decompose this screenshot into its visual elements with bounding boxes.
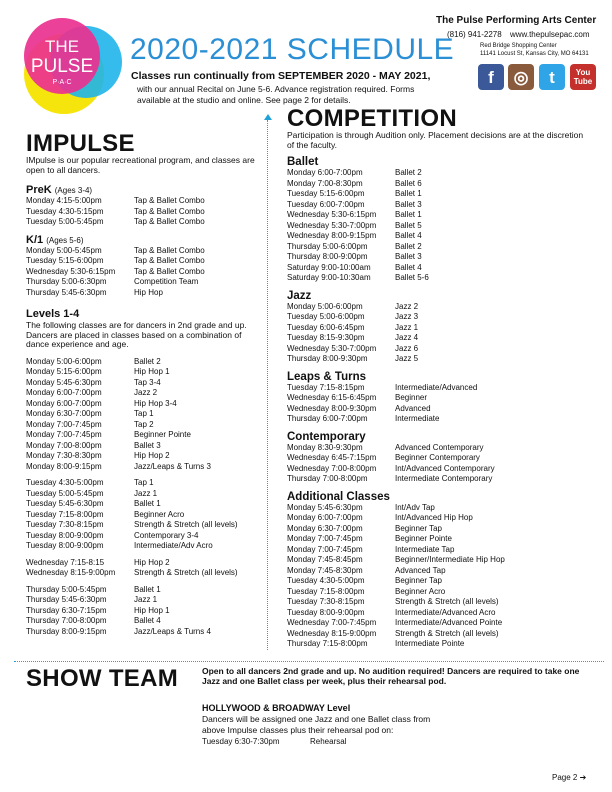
schedule-row bbox=[287, 555, 597, 566]
schedule-row bbox=[26, 378, 266, 389]
class-name: Jazz 6 bbox=[395, 343, 419, 353]
schedule-row bbox=[287, 534, 597, 545]
schedule-row bbox=[287, 453, 597, 464]
schedule-row bbox=[26, 430, 266, 441]
class-name: Beginner/Intermediate Hip Hop bbox=[395, 555, 505, 564]
class-time: Thursday 5:00-6:00pm bbox=[287, 241, 368, 251]
competition-section-list bbox=[287, 168, 597, 284]
class-time: Tuesday 6:00-7:00pm bbox=[287, 199, 365, 209]
class-time: Wednesday 8:15-9:00pm bbox=[287, 628, 377, 638]
class-time: Tuesday 5:00-6:00pm bbox=[287, 312, 365, 321]
class-time: Tuesday 4:30-5:00pm bbox=[287, 576, 365, 585]
class-name: Strength & Stretch (all levels) bbox=[395, 628, 499, 638]
class-time: Monday 4:15-5:00pm bbox=[26, 196, 102, 205]
column-divider bbox=[267, 120, 268, 650]
schedule-row bbox=[287, 383, 597, 394]
schedule-row bbox=[26, 441, 266, 452]
class-time: Thursday 7:15-8:00pm bbox=[287, 639, 368, 648]
schedule-row bbox=[287, 443, 597, 454]
class-time: Tuesday 8:00-9:00pm bbox=[287, 607, 365, 617]
class-name: Beginner Acro bbox=[395, 586, 446, 596]
schedule-row bbox=[26, 246, 266, 257]
schedule-row bbox=[287, 263, 597, 274]
competition-section-heading: Contemporary bbox=[287, 430, 366, 443]
class-name: Ballet 2 bbox=[395, 168, 422, 177]
logo-pac: P·A·C bbox=[52, 79, 72, 86]
class-time: Monday 7:00-8:00pm bbox=[26, 440, 102, 450]
class-time: Monday 6:00-7:00pm bbox=[26, 388, 102, 397]
class-name: Intermediate Contemporary bbox=[395, 474, 493, 483]
facebook-icon[interactable]: f bbox=[478, 64, 504, 90]
class-time: Monday 7:00-7:45pm bbox=[26, 419, 102, 429]
class-name: Ballet 1 bbox=[395, 189, 422, 198]
k1-heading bbox=[26, 234, 266, 246]
schedule-row bbox=[26, 399, 266, 410]
class-time: Monday 6:30-7:00pm bbox=[26, 409, 102, 418]
class-time: Wednesday 5:30-6:15pm bbox=[287, 210, 377, 219]
class-time: Wednesday 7:15-8:15 bbox=[26, 557, 105, 567]
prek-ages: (Ages 3-4) bbox=[54, 186, 93, 195]
class-time: Wednesday 5:30-7:00pm bbox=[287, 343, 377, 353]
class-time: Wednesday 8:00-9:15pm bbox=[287, 231, 377, 240]
class-time: Tuesday 8:00-9:00pm bbox=[26, 541, 104, 550]
class-time: Tuesday 5:00-5:45pm bbox=[26, 488, 104, 498]
schedule-row bbox=[287, 503, 597, 514]
schedule-row bbox=[26, 217, 266, 228]
class-name: Hip Hop 3-4 bbox=[134, 398, 177, 408]
class-time: Monday 7:45-8:30pm bbox=[287, 565, 363, 575]
class-name: Contemporary 3-4 bbox=[134, 530, 199, 540]
logo-the: THE bbox=[45, 37, 79, 56]
schedule-row bbox=[287, 639, 597, 650]
class-time: Tuesday 8:15-9:30pm bbox=[287, 333, 365, 342]
class-name: Int/Advanced Contemporary bbox=[395, 463, 495, 473]
instagram-icon[interactable]: ◎ bbox=[508, 64, 534, 90]
class-name: Beginner Tap bbox=[395, 523, 442, 533]
schedule-row bbox=[26, 196, 266, 207]
class-name: Ballet 6 bbox=[395, 178, 422, 188]
k1-list bbox=[26, 246, 266, 299]
class-time: Monday 5:00-5:45pm bbox=[26, 245, 102, 255]
class-time: Monday 5:15-6:00pm bbox=[26, 367, 102, 376]
class-name: Jazz 1 bbox=[395, 322, 419, 332]
class-name: Jazz 2 bbox=[395, 301, 419, 311]
levels-list bbox=[26, 357, 266, 638]
class-time: Thursday 5:00-5:45pm bbox=[26, 584, 107, 594]
class-time: Wednesday 5:30-7:00pm bbox=[287, 220, 377, 230]
class-time: Thursday 8:00-9:30pm bbox=[287, 354, 368, 363]
class-time: Wednesday 5:30-6:15pm bbox=[26, 266, 116, 276]
competition-section-list bbox=[287, 383, 597, 425]
class-time: Wednesday 6:45-7:15pm bbox=[287, 453, 377, 462]
class-time: Tuesday 5:45-6:30pm bbox=[26, 499, 104, 508]
schedule-row bbox=[26, 499, 266, 510]
competition-section-list bbox=[287, 443, 597, 485]
schedule-row bbox=[26, 595, 266, 606]
schedule-row bbox=[287, 608, 597, 619]
levels-heading: Levels 1-4 bbox=[26, 308, 80, 320]
schedule-row bbox=[287, 168, 597, 179]
class-time: Tuesday 6:00-6:45pm bbox=[287, 322, 365, 332]
class-name: Jazz/Leaps & Turns 3 bbox=[134, 461, 211, 471]
class-time: Thursday 6:00-7:00pm bbox=[287, 414, 368, 423]
section-divider bbox=[14, 661, 604, 662]
levels-intro: The following classes are for dancers in 2nd grade and up. Dancers are placed in classes based on a combination of dance experience and age. bbox=[26, 320, 247, 349]
hollywood-broadway-text: Dancers will be assigned one Jazz and one Ballet class from above Impulse classes plus their rehearsal pod on: bbox=[202, 714, 431, 735]
schedule-row bbox=[26, 478, 266, 489]
divider-arrow-icon bbox=[264, 114, 272, 120]
class-name: Intermediate/Advanced bbox=[395, 382, 478, 392]
class-time: Monday 7:00-7:45pm bbox=[287, 544, 363, 554]
schedule-row bbox=[287, 618, 597, 629]
class-time: Monday 7:00-8:30pm bbox=[287, 178, 363, 188]
schedule-row bbox=[287, 566, 597, 577]
class-name: Ballet 3 bbox=[395, 252, 422, 261]
competition-schedule bbox=[287, 156, 597, 650]
schedule-row bbox=[26, 510, 266, 521]
schedule-row bbox=[287, 524, 597, 535]
pulse-logo bbox=[16, 10, 128, 122]
address-line-1: Red Bridge Shopping Center bbox=[480, 43, 557, 49]
schedule-row bbox=[26, 585, 266, 596]
class-time: Monday 5:00-6:00pm bbox=[287, 301, 363, 311]
address-line-2: 11141 Locust St, Kansas City, MO 64131 bbox=[480, 50, 589, 57]
schedule-row bbox=[26, 267, 266, 278]
class-name: Ballet 1 bbox=[134, 584, 161, 594]
twitter-icon[interactable]: t bbox=[539, 64, 565, 90]
schedule-row bbox=[26, 606, 266, 617]
class-time: Saturday 9:00-10:00am bbox=[287, 262, 371, 272]
class-time: Monday 7:45-8:45pm bbox=[287, 555, 363, 564]
class-name: Jazz 3 bbox=[395, 312, 419, 321]
class-time: Thursday 8:00-9:15pm bbox=[26, 626, 107, 636]
schedule-row bbox=[26, 520, 266, 531]
class-name: Intermediate/Adv Acro bbox=[134, 541, 213, 550]
schedule-row bbox=[26, 489, 266, 500]
class-name: Hip Hop 1 bbox=[134, 367, 170, 376]
class-time: Monday 5:45-6:30pm bbox=[287, 502, 363, 512]
schedule-row bbox=[287, 179, 597, 190]
prek-heading bbox=[26, 184, 266, 196]
class-name: Intermediate/Advanced Pointe bbox=[395, 618, 503, 627]
prek-title: PreK bbox=[26, 184, 52, 196]
website-link[interactable]: www.thepulsepac.com bbox=[509, 30, 590, 39]
impulse-schedule bbox=[26, 184, 266, 637]
class-name: Intermediate Tap bbox=[395, 544, 455, 554]
class-name: Tap & Ballet Combo bbox=[134, 217, 205, 226]
schedule-row bbox=[26, 541, 266, 552]
class-name: Hip Hop 1 bbox=[134, 605, 170, 615]
schedule-row bbox=[26, 367, 266, 378]
class-name: Ballet 1 bbox=[134, 499, 161, 508]
class-time: Monday 8:30-9:30pm bbox=[287, 442, 363, 452]
competition-section-heading: Ballet bbox=[287, 156, 319, 168]
schedule-row bbox=[26, 256, 266, 267]
org-name: The Pulse Performing Arts Center bbox=[436, 15, 597, 26]
class-name: Jazz 5 bbox=[395, 354, 419, 363]
class-time: Tuesday 4:30-5:15pm bbox=[26, 206, 104, 216]
class-time: Wednesday 8:00-9:30pm bbox=[287, 403, 377, 413]
class-time: Thursday 8:00-9:00pm bbox=[287, 252, 368, 261]
class-name: Intermediate bbox=[395, 414, 440, 423]
class-name: Int/Adv Tap bbox=[395, 502, 435, 512]
schedule-row bbox=[287, 323, 597, 334]
class-name: Hip Hop bbox=[134, 287, 163, 297]
address bbox=[480, 43, 608, 58]
class-time: Tuesday 7:30-8:15pm bbox=[287, 597, 365, 606]
class-name: Ballet 5 bbox=[395, 220, 422, 230]
class-time: Monday 6:00-7:00pm bbox=[287, 513, 363, 522]
class-time: Tuesday 8:00-9:00pm bbox=[26, 530, 104, 540]
schedule-row bbox=[287, 189, 597, 200]
class-name: Tap & Ballet Combo bbox=[134, 256, 205, 265]
class-name: Jazz 1 bbox=[134, 488, 158, 498]
class-time: Thursday 7:00-8:00pm bbox=[26, 616, 107, 625]
schedule-row bbox=[287, 587, 597, 598]
class-time: Thursday 5:00-6:30pm bbox=[26, 277, 107, 286]
class-name: Tap 1 bbox=[134, 478, 154, 487]
competition-section-heading: Additional Classes bbox=[287, 490, 390, 503]
class-name: Ballet 4 bbox=[134, 616, 161, 625]
schedule-row bbox=[287, 414, 597, 425]
competition-title: COMPETITION bbox=[287, 105, 457, 132]
schedule-row bbox=[287, 545, 597, 556]
schedule-row bbox=[287, 221, 597, 232]
schedule-row bbox=[287, 273, 597, 284]
class-time: Monday 6:00-7:00pm bbox=[287, 168, 363, 177]
schedule-row bbox=[287, 354, 597, 365]
schedule-row bbox=[287, 333, 597, 344]
class-time: Wednesday 7:00-7:45pm bbox=[287, 618, 377, 627]
schedule-row bbox=[287, 393, 597, 404]
schedule-row bbox=[287, 231, 597, 242]
impulse-title: IMPULSE bbox=[26, 130, 135, 157]
schedule-row bbox=[287, 252, 597, 263]
schedule-row bbox=[287, 576, 597, 587]
prek-list bbox=[26, 196, 266, 228]
schedule-row bbox=[26, 531, 266, 542]
class-time: Wednesday 7:00-8:00pm bbox=[287, 463, 377, 473]
schedule-row bbox=[26, 616, 266, 627]
class-name: Beginner bbox=[395, 393, 428, 402]
class-name: Competition Team bbox=[134, 277, 199, 286]
class-time: Thursday 5:45-6:30pm bbox=[26, 595, 107, 604]
class-time: Monday 8:00-9:15pm bbox=[26, 461, 102, 471]
class-name: Beginner Pointe bbox=[134, 430, 191, 439]
class-time: Thursday 6:30-7:15pm bbox=[26, 605, 107, 615]
class-time: Tuesday 5:15-6:00pm bbox=[287, 189, 365, 198]
rehearsal-class: Rehearsal bbox=[310, 737, 347, 746]
k1-title: K/1 bbox=[26, 233, 44, 246]
schedule-row bbox=[287, 474, 597, 485]
schedule-row bbox=[287, 210, 597, 221]
class-time: Thursday 7:00-8:00pm bbox=[287, 474, 368, 483]
class-name: Int/Advanced Hip Hop bbox=[395, 513, 473, 522]
competition-section-list bbox=[287, 503, 597, 650]
schedule-row bbox=[287, 513, 597, 524]
class-time: Monday 7:30-8:30pm bbox=[26, 451, 102, 460]
class-name: Ballet 3 bbox=[395, 199, 422, 209]
class-time: Tuesday 7:15-8:00pm bbox=[26, 509, 104, 519]
competition-intro: Participation is through Audition only. Placement decisions are at the discretion of the faculty. bbox=[287, 130, 584, 150]
class-time: Wednesday 6:15-6:45pm bbox=[287, 393, 377, 402]
schedule-row bbox=[26, 277, 266, 288]
class-name: Ballet 3 bbox=[134, 440, 161, 450]
competition-section-list bbox=[287, 302, 597, 365]
class-name: Ballet 2 bbox=[134, 356, 161, 366]
class-time: Monday 5:00-6:00pm bbox=[26, 356, 102, 366]
schedule-row bbox=[26, 357, 266, 368]
class-name: Advanced Contemporary bbox=[395, 442, 484, 452]
schedule-row bbox=[26, 627, 266, 638]
class-name: Jazz 1 bbox=[134, 595, 158, 604]
class-time: Monday 6:00-7:00pm bbox=[26, 398, 102, 408]
class-name: Tap & Ballet Combo bbox=[134, 266, 205, 276]
schedule-row bbox=[26, 451, 266, 462]
schedule-subtitle: Classes run continually from SEPTEMBER 2020 - MAY 2021, bbox=[131, 70, 431, 82]
class-name: Intermediate/Advanced Acro bbox=[395, 607, 496, 617]
class-name: Beginner Contemporary bbox=[395, 453, 480, 462]
class-time: Tuesday 7:30-8:15pm bbox=[26, 520, 104, 529]
class-time: Monday 7:00-7:45pm bbox=[26, 430, 102, 439]
schedule-row bbox=[26, 568, 266, 579]
schedule-row bbox=[26, 288, 266, 299]
hollywood-broadway-title: HOLLYWOOD & BROADWAY Level bbox=[202, 703, 351, 713]
class-time: Monday 6:30-7:00pm bbox=[287, 523, 363, 533]
class-time: Tuesday 4:30-5:00pm bbox=[26, 478, 104, 487]
page-number bbox=[552, 773, 586, 782]
class-name: Strength & Stretch (all levels) bbox=[134, 520, 238, 529]
schedule-row bbox=[287, 404, 597, 415]
schedule-row bbox=[287, 302, 597, 313]
schedule-row bbox=[26, 409, 266, 420]
show-team-title: SHOW TEAM bbox=[26, 665, 179, 692]
schedule-row bbox=[26, 558, 266, 569]
class-name: Beginner Acro bbox=[134, 509, 185, 519]
class-name: Tap & Ballet Combo bbox=[134, 196, 205, 205]
class-name: Strength & Stretch (all levels) bbox=[134, 568, 238, 577]
class-name: Intermediate Pointe bbox=[395, 639, 465, 648]
logo-pulse: PULSE bbox=[30, 56, 94, 77]
phone-number: (816) 941-2278 bbox=[447, 30, 502, 39]
class-name: Tap 2 bbox=[134, 419, 154, 429]
class-name: Ballet 4 bbox=[395, 262, 422, 272]
class-time: Tuesday 7:15-8:15pm bbox=[287, 382, 365, 392]
class-time: Monday 5:45-6:30pm bbox=[26, 377, 102, 387]
class-name: Jazz 2 bbox=[134, 388, 158, 397]
schedule-row bbox=[26, 207, 266, 218]
rehearsal-row bbox=[202, 737, 442, 748]
class-name: Tap 1 bbox=[134, 409, 154, 418]
schedule-row bbox=[26, 462, 266, 473]
class-time: Tuesday 7:15-8:00pm bbox=[287, 586, 365, 596]
schedule-row bbox=[287, 200, 597, 211]
class-name: Advanced bbox=[395, 403, 431, 413]
class-name: Beginner Pointe bbox=[395, 534, 452, 543]
class-name: Hip Hop 2 bbox=[134, 557, 170, 567]
class-time: Wednesday 8:15-9:00pm bbox=[26, 568, 116, 577]
schedule-row bbox=[287, 312, 597, 323]
schedule-row bbox=[287, 344, 597, 355]
youtube-icon[interactable]: You Tube bbox=[570, 64, 596, 90]
class-name: Ballet 1 bbox=[395, 210, 422, 219]
class-name: Strength & Stretch (all levels) bbox=[395, 597, 499, 606]
class-time: Thursday 5:45-6:30pm bbox=[26, 287, 107, 297]
competition-section-heading: Jazz bbox=[287, 289, 312, 302]
class-name: Advanced Tap bbox=[395, 565, 446, 575]
class-name: Hip Hop 2 bbox=[134, 451, 170, 460]
class-name: Ballet 5-6 bbox=[395, 273, 429, 282]
class-name: Beginner Tap bbox=[395, 576, 442, 585]
class-time: Tuesday 5:15-6:00pm bbox=[26, 256, 104, 265]
schedule-row bbox=[287, 629, 597, 640]
class-name: Ballet 2 bbox=[395, 241, 422, 251]
class-name: Tap & Ballet Combo bbox=[134, 245, 205, 255]
impulse-intro: IMpulse is our popular recreational program, and classes are open to all dancers. bbox=[26, 155, 255, 175]
schedule-row bbox=[287, 242, 597, 253]
k1-ages: (Ages 5-6) bbox=[46, 235, 84, 245]
class-name: Ballet 4 bbox=[395, 231, 422, 240]
contact-line bbox=[447, 30, 590, 39]
page-label: Page 2 bbox=[552, 773, 578, 782]
schedule-note: with our annual Recital on June 5-6. Advance registration required. Forms available at the studio and online. See page 2 for details. bbox=[137, 84, 415, 105]
rehearsal-time: Tuesday 6:30-7:30pm bbox=[202, 737, 280, 746]
class-name: Jazz 4 bbox=[395, 333, 419, 342]
class-time: Monday 7:00-7:45pm bbox=[287, 534, 363, 543]
arrow-right-icon: ➔ bbox=[579, 773, 587, 782]
class-time: Saturday 9:00-10:30am bbox=[287, 273, 371, 282]
class-name: Tap & Ballet Combo bbox=[134, 206, 205, 216]
schedule-row bbox=[287, 464, 597, 475]
page-title: 2020-2021 SCHEDULE bbox=[130, 33, 455, 66]
schedule-row bbox=[26, 388, 266, 399]
schedule-row bbox=[287, 597, 597, 608]
class-name: Tap 3-4 bbox=[134, 377, 161, 387]
competition-section-heading: Leaps & Turns bbox=[287, 370, 367, 383]
schedule-row bbox=[26, 420, 266, 431]
show-team-intro: Open to all dancers 2nd grade and up. No audition required! Dancers are required to take one Jazz and one Ballet class per week, plus their rehearsal pod. bbox=[202, 666, 580, 686]
class-name: Jazz/Leaps & Turns 4 bbox=[134, 626, 211, 636]
class-time: Tuesday 5:00-5:45pm bbox=[26, 217, 104, 226]
